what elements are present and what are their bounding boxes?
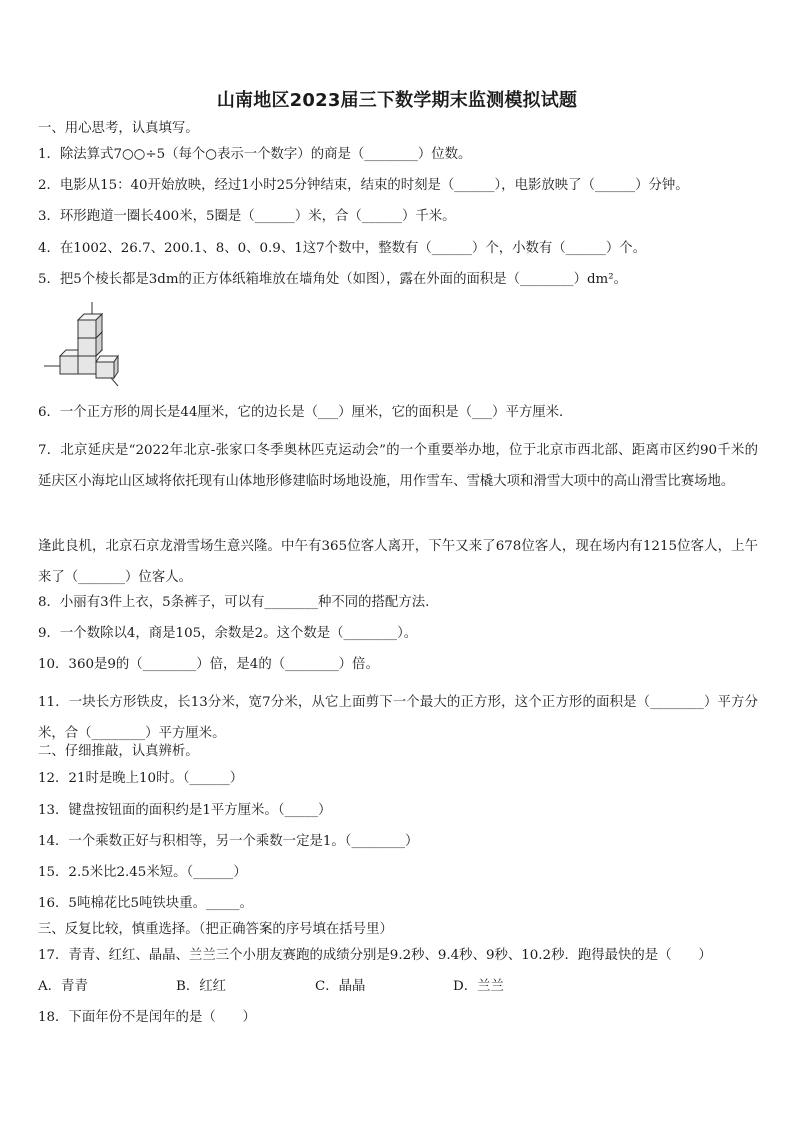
q17-option-d: D．兰兰 bbox=[453, 979, 504, 994]
question-1: 1．除法算式7○○÷5（每个○表示一个数字）的商是（________）位数。 bbox=[38, 147, 472, 162]
section-heading-3: 三、反复比较，慎重选择。（把正确答案的序号填在括号里） bbox=[38, 922, 393, 937]
question-18: 18．下面年份不是闰年的是（ ） bbox=[38, 1010, 256, 1025]
page-title: 山南地区2023届三下数学期末监测模拟试题 bbox=[216, 90, 578, 111]
question-4: 4．在1002、26.7、200.1、8、0、0.9、1这7个数中，整数有（______）个，小数有（______）个。 bbox=[38, 241, 647, 256]
question-2: 2．电影从15：40开始放映，经过1小时25分钟结束，结束的时刻是（______），电影放映了（______）分钟。 bbox=[38, 178, 689, 193]
q17-option-b: B．红红 bbox=[176, 979, 227, 994]
question-17: 17．青青、红红、晶晶、兰兰三个小朋友赛跑的成绩分别是9.2秒、9.4秒、9秒、10.2秒．跑得最快的是（ ） bbox=[38, 948, 712, 963]
question-8: 8．小丽有3件上衣，5条裤子，可以有________种不同的搭配方法. bbox=[38, 595, 430, 610]
question-7-paragraph-1: 7．北京延庆是“2022年北京-张家口冬季奥林匹克运动会”的一个重要举办地，位于北京市西北部、距离市区约90千米的延庆区小海坨山区域将依托现有山体地形修建临时场地设施，用作雪车、雪橇大项和滑雪大项中的高山滑雪比赛场地。 bbox=[38, 443, 758, 489]
question-7-paragraph-2: 逢此良机，北京石京龙滑雪场生意兴隆。中午有365位客人离开，下午又来了678位客人，现在场内有1215位客人，上午来了（_______）位客人。 bbox=[38, 539, 758, 585]
question-16: 16．5吨棉花比5吨铁块重。_____。 bbox=[38, 896, 253, 911]
question-13: 13．键盘按钮面的面积约是1平方厘米。（_____） bbox=[38, 803, 332, 818]
question-3: 3．环形跑道一圈长400米，5圈是（______）米，合（______）千米。 bbox=[38, 209, 456, 224]
stacked-cubes-figure bbox=[40, 298, 130, 390]
section-heading-1: 一、用心思考，认真填写。 bbox=[38, 121, 199, 136]
question-9: 9．一个数除以4，商是105，余数是2。这个数是（________）。 bbox=[38, 626, 418, 641]
question-15: 15．2.5米比2.45米短。（______） bbox=[38, 865, 247, 880]
q17-option-c: C．晶晶 bbox=[315, 979, 366, 994]
question-5: 5．把5个棱长都是3dm的正方体纸箱堆放在墙角处（如图），露在外面的面积是（________）dm²。 bbox=[38, 272, 627, 287]
question-6: 6．一个正方形的周长是44厘米，它的边长是（___）厘米，它的面积是（___）平方厘米． bbox=[38, 405, 573, 420]
question-12: 12．21时是晚上10时。（______） bbox=[38, 771, 244, 786]
question-11: 11．一块长方形铁皮，长13分米，宽7分米，从它上面剪下一个最大的正方形，这个正方形的面积是（________）平方分米，合（________）平方厘米。 bbox=[38, 695, 758, 741]
section-heading-2: 二、仔细推敲，认真辨析。 bbox=[38, 744, 199, 759]
question-14: 14．一个乘数正好与积相等，另一个乘数一定是1。（________） bbox=[38, 834, 419, 849]
q17-option-a: A．青青 bbox=[38, 979, 88, 994]
question-10: 10．360是9的（________）倍，是4的（________）倍。 bbox=[38, 657, 379, 672]
